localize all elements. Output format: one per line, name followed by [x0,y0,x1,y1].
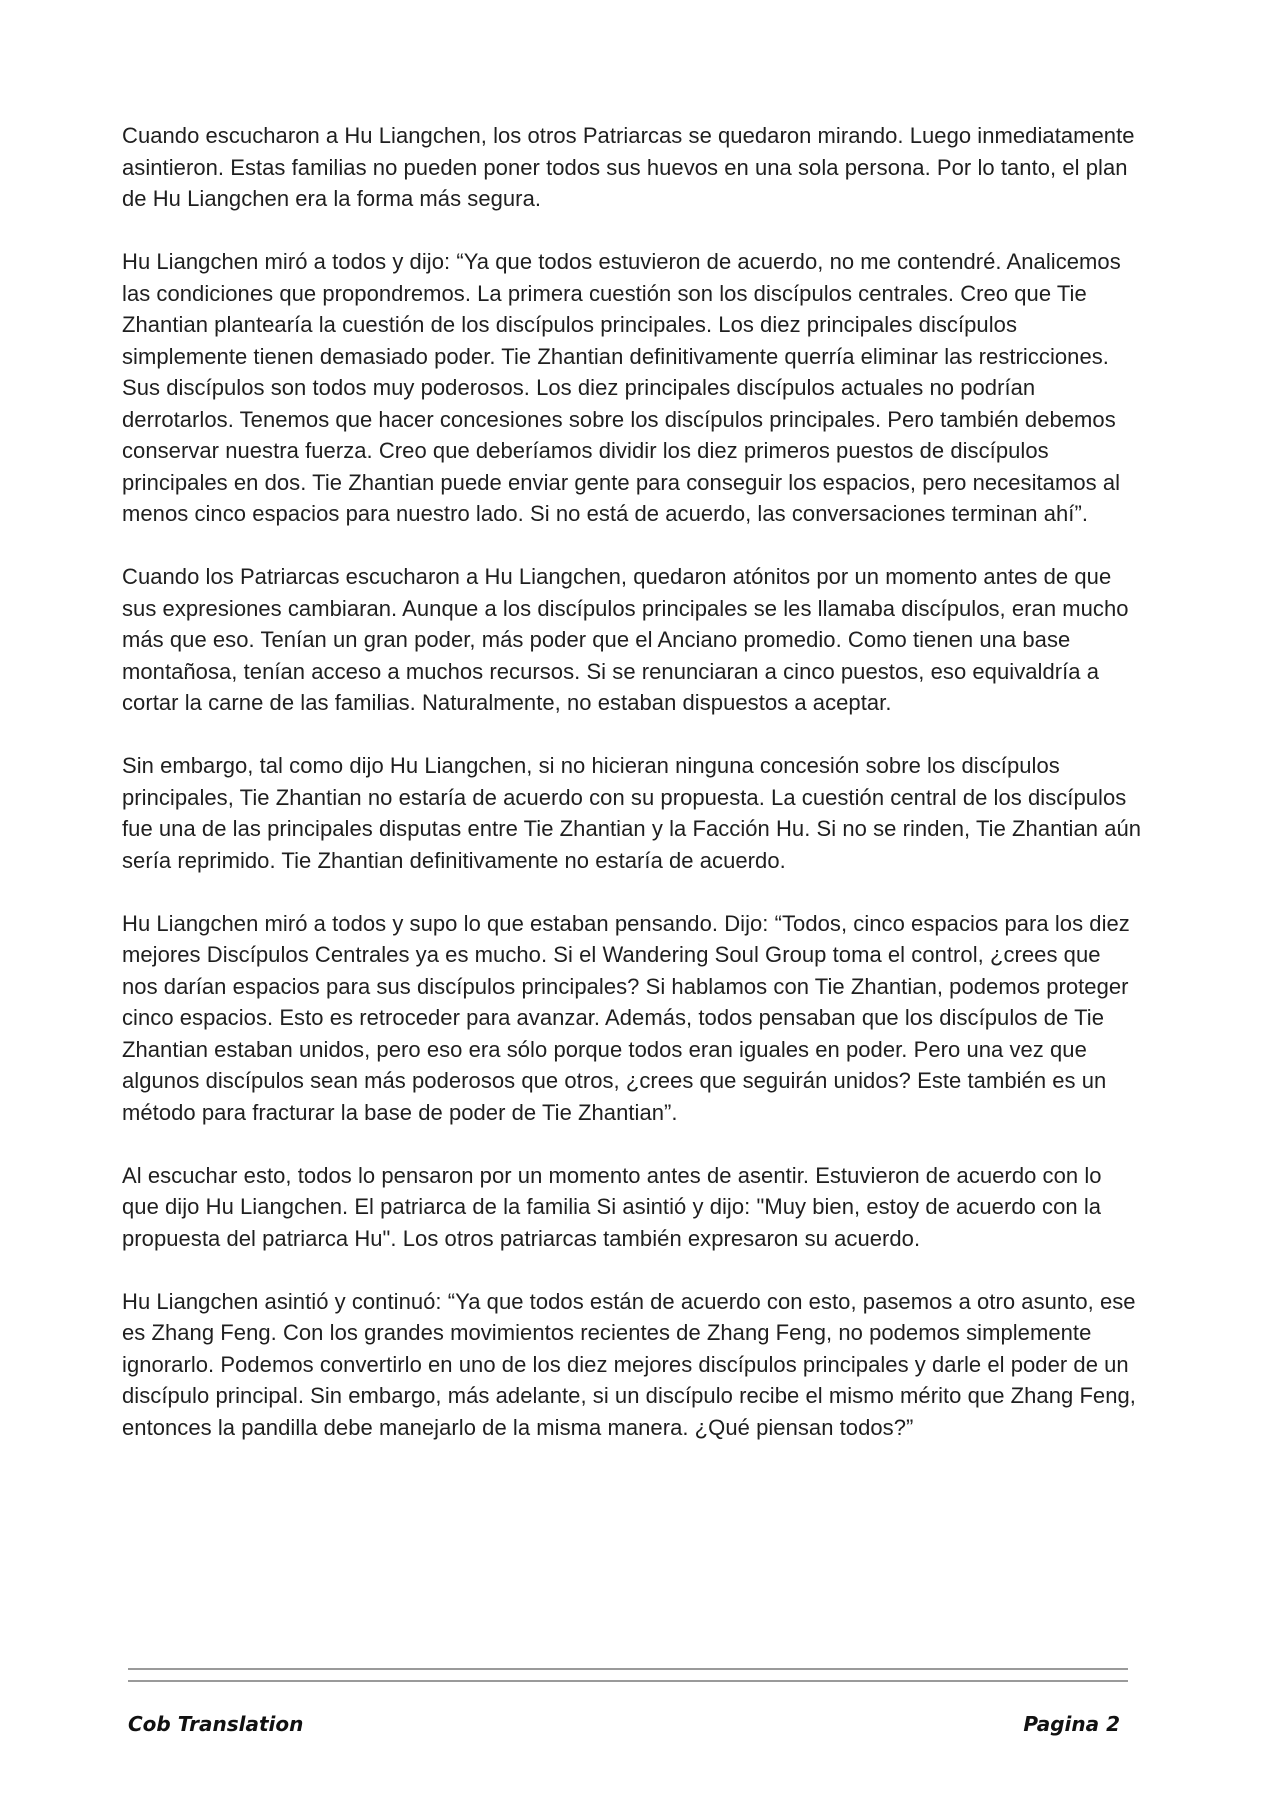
footer-page-number: Pagina 2 [1023,1712,1120,1736]
paragraph: Sin embargo, tal como dijo Hu Liangchen, si no hicieran ninguna concesión sobre los discípulos principales, Tie Zhantian no estaría de acuerdo con su propuesta. La cuestión central de los discípulos fue una de las principales disputas entre Tie Zhantian y la Facción Hu. Si no se rinden, Tie Zhantian aún sería reprimido. Tie Zhantian definitivamente no estaría de acuerdo. [122,753,1142,873]
footer-divider-bottom [128,1680,1128,1682]
paragraph: Cuando escucharon a Hu Liangchen, los otros Patriarcas se quedaron mirando. Luego inmediatamente asintieron. Estas familias no pueden poner todos sus huevos en una sola persona. Por lo tanto, el plan de Hu Liangchen era la forma más segura. [122,123,1135,211]
footer-publisher: Cob Translation [128,1712,304,1736]
paragraph: Hu Liangchen miró a todos y supo lo que estaban pensando. Dijo: “Todos, cinco espacios para los diez mejores Discípulos Centrales ya es mucho. Si el Wandering Soul Group toma el control, ¿crees que nos darían espacios para sus discípulos principales? Si hablamos con Tie Zhantian, podemos proteger cinco espacios. Esto es retroceder para avanzar. Además, todos pensaban que los discípulos de Tie Zhantian estaban unidos, pero eso era sólo porque todos eran iguales en poder. Pero una vez que algunos discípulos sean más poderosos que otros, ¿crees que seguirán unidos? Este también es un método para fracturar la base de poder de Tie Zhantian”. [122,910,1130,1125]
paragraph: Hu Liangchen asintió y continuó: “Ya que todos están de acuerdo con esto, pasemos a otro asunto, ese es Zhang Feng. Con los grandes movimientos recientes de Zhang Feng, no podemos simplemente ignorarlo. Podemos convertirlo en uno de los diez mejores discípulos principales y darle el poder de un discípulo principal. Sin embargo, más adelante, si un discípulo recibe el mismo mérito que Zhang Feng, entonces la pandilla debe manejarlo de la misma manera. ¿Qué piensan todos?” [122,1288,1136,1440]
body-text [122,120,1142,1475]
paragraph: Hu Liangchen miró a todos y dijo: “Ya que todos estuvieron de acuerdo, no me contendré. Analicemos las condiciones que propondremos. La primera cuestión son los discípulos centrales. Creo que Tie Zhantian plantearía la cuestión de los discípulos principales. Los diez principales discípulos simplemente tienen demasiado poder. Tie Zhantian definitivamente querría eliminar las restricciones. Sus discípulos son todos muy poderosos. Los diez principales discípulos actuales no podrían derrotarlos. Tenemos que hacer concesiones sobre los discípulos principales. Pero también debemos conservar nuestra fuerza. Creo que deberíamos dividir los diez primeros puestos de discípulos principales en dos. Tie Zhantian puede enviar gente para conseguir los espacios, pero necesitamos al menos cinco espacios para nuestro lado. Si no está de acuerdo, las conversaciones terminan ahí”. [122,249,1121,526]
paragraph: Cuando los Patriarcas escucharon a Hu Liangchen, quedaron atónitos por un momento antes de que sus expresiones cambiaran. Aunque a los discípulos principales se les llamaba discípulos, eran mucho más que eso. Tenían un gran poder, más poder que el Anciano promedio. Como tienen una base montañosa, tenían acceso a muchos recursos. Si se renunciaran a cinco puestos, eso equivaldría a cortar la carne de las familias. Naturalmente, no estaban dispuestos a aceptar. [122,564,1129,715]
footer-divider-top [128,1668,1128,1670]
paragraph: Al escuchar esto, todos lo pensaron por un momento antes de asentir. Estuvieron de acuerdo con lo que dijo Hu Liangchen. El patriarca de la familia Si asintió y dijo: "Muy bien, estoy de acuerdo con la propuesta del patriarca Hu". Los otros patriarcas también expresaron su acuerdo. [122,1162,1102,1251]
